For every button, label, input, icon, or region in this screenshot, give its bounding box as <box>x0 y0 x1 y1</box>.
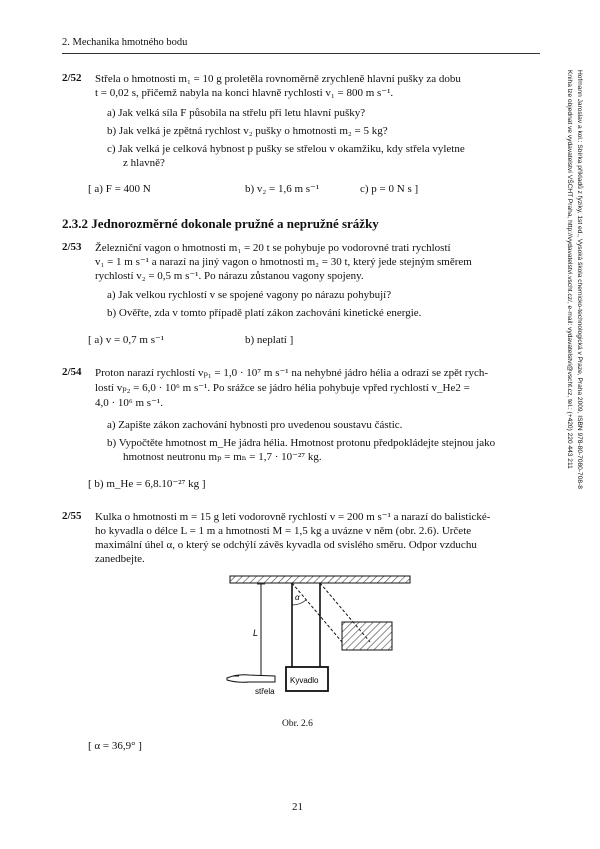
problem-2-54-text-2: lostí vₚ₂ = 6,0 · 10⁶ m s⁻¹. Po srážce se jádro hélia pohybuje vpřed rychlostí v_He2 = <box>95 382 470 394</box>
header-rule <box>62 53 540 54</box>
section-heading: 2.3.2 Jednorozměrné dokonale pružné a nepružné srážky <box>62 216 379 231</box>
problem-2-55-text-2: ho kyvadla o délce L = 1 m a hmotnosti M = 1,5 kg a uvázne v něm (obr. 2.6). Určete <box>95 525 472 537</box>
problem-2-54-answer: [ b) m_He = 6,8.10⁻²⁷ kg ] <box>88 478 206 490</box>
sidebar-citation <box>553 70 583 630</box>
problem-2-52-item-a: a) Jak velká síla F působila na střelu při letu hlavní pušky? <box>107 107 366 119</box>
deflected-string-1 <box>292 583 342 642</box>
problem-2-52-item-c-cont: z hlavně? <box>123 157 165 169</box>
problem-2-54-item-b-cont: hmotnost neutronu mₚ = mₙ = 1,7 · 10⁻²⁷ kg. <box>123 451 322 463</box>
label-kyvadlo: Kyvadlo <box>290 676 319 685</box>
problem-2-53-text-2: v₁ = 1 m s⁻¹ a narazí na jiný vagon o hmotnosti m₂ = 30 t, který jede stejným směrem <box>95 256 472 268</box>
problem-number-2-54: 2/54 <box>62 366 82 378</box>
problem-2-53-answer-a: [ a) v = 0,7 m s⁻¹ <box>88 334 165 346</box>
problem-2-55-text-4: zanedbejte. <box>95 553 145 565</box>
problem-number-2-55: 2/55 <box>62 510 82 522</box>
problem-2-54-text-1: Proton narazí rychlostí vₚ₁ = 1,0 · 10⁷ m s⁻¹ na nehybné jádro hélia a odrazí se zpět rych- <box>95 367 489 379</box>
problem-2-53-item-b: b) Ověřte, zda v tomto případě platí zákon zachování kinetické energie. <box>107 307 422 319</box>
label-alpha: α <box>295 593 300 602</box>
ceiling-beam <box>230 576 410 583</box>
page-number: 21 <box>292 801 303 813</box>
problem-2-54-text-3: 4,0 · 10⁶ m s⁻¹. <box>95 397 163 409</box>
deflected-block <box>342 622 392 650</box>
problem-2-55-answer: [ α = 36,9° ] <box>88 740 142 752</box>
citation-line-1: Hofmann Jaroslav a kol.: Sbírka příkladů z fyziky, 1st ed., Vysoká škola chemicko-technologická v Praze, Praha 2009, ISBN 978-80-7080-708-8 <box>576 70 583 489</box>
label-length: L <box>253 628 259 638</box>
label-strela: střela <box>255 687 275 696</box>
problem-2-55-text-1: Kulka o hmotnosti m = 15 g letí vodorovně rychlostí v = 200 m s⁻¹ a narazí do balistické- <box>95 511 491 523</box>
problem-2-53-answer-b: b) neplatí ] <box>245 334 294 346</box>
problem-2-53-text-1: Železniční vagon o hmotnosti m₁ = 20 t se pohybuje po vodorovné trati rychlostí <box>95 242 451 254</box>
problem-2-52-answer-c: c) p = 0 N s ] <box>360 183 419 195</box>
problem-number-2-52: 2/52 <box>62 72 82 84</box>
problem-2-54-item-a: a) Zapište zákon zachování hybnosti pro uvedenou soustavu částic. <box>107 419 403 431</box>
chapter-header: 2. Mechanika hmotného bodu <box>62 37 188 48</box>
problem-2-53-text-3: rychlostí v₂ = 0,5 m s⁻¹. Po nárazu zůstanou vagony spojeny. <box>95 270 364 282</box>
problem-2-52-text-1: Střela o hmotnosti m₁ = 10 g proletěla rovnoměrně zrychleně hlavní pušky za dobu <box>95 73 461 85</box>
problem-2-52-answer-b: b) v₂ = 1,6 m s⁻¹ <box>245 183 320 195</box>
problem-2-52-answer-a: [ a) F = 400 N <box>88 183 151 195</box>
problem-2-52-text-2: t = 0,02 s, přičemž nabyla na konci hlavně rychlosti v₁ = 800 m s⁻¹. <box>95 87 394 99</box>
problem-2-52-item-b: b) Jak velká je zpětná rychlost v₂ pušky o hmotnosti m₂ = 5 kg? <box>107 125 388 137</box>
problem-2-52-item-c: c) Jak velká je celková hybnost p pušky se střelou v okamžiku, kdy střela vyletne <box>107 143 465 155</box>
ballistic-pendulum-figure <box>225 572 420 707</box>
problem-2-54-item-b: b) Vypočtěte hmotnost m_He jádra hélia. Hmotnost protonu předpokládejte stejnou jako <box>107 437 496 449</box>
citation-line-2: Kniha lze objednat ve vydavatelství VŠCHT Praha, http://vydavatelstvi.vscht.cz/, e-mail: vydavatelstvi@vscht.cz, tel.: (+420) 220 443 211 <box>566 70 573 469</box>
figure-caption: Obr. 2.6 <box>282 719 313 729</box>
problem-2-53-item-a: a) Jak velkou rychlostí v se spojené vagony po nárazu pohybují? <box>107 289 392 301</box>
problem-2-55-text-3: maximální úhel α, o který se odchýlí závěs kyvadla od svislého směru. Odpor vzduchu <box>95 539 477 551</box>
problem-number-2-53: 2/53 <box>62 241 82 253</box>
